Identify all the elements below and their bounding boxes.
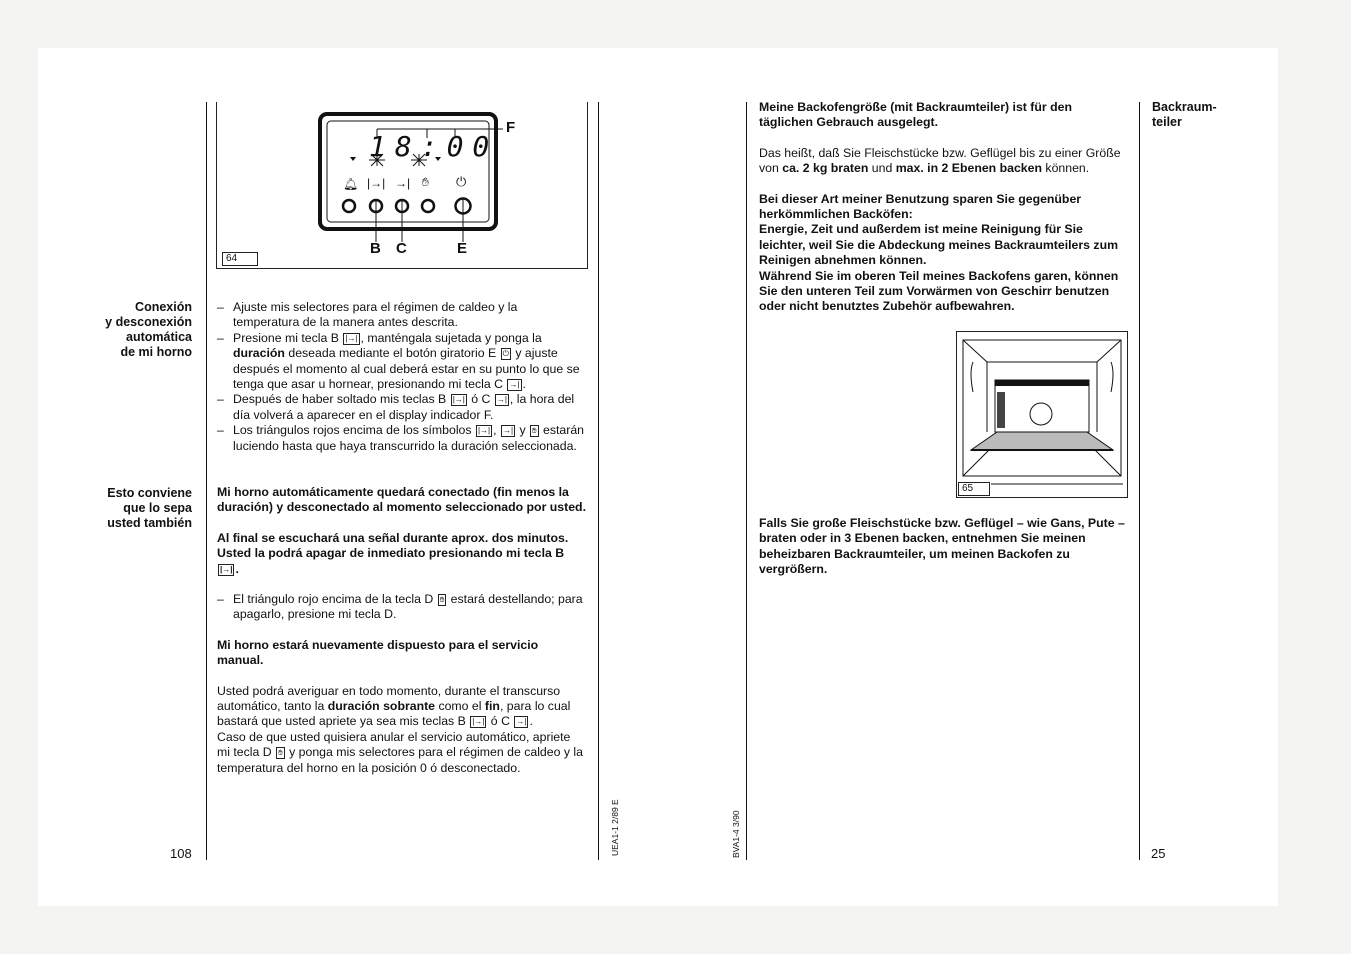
list-item: – Después de haber soltado mis teclas B |→| ó C →| , la hora del día volverá a aparecer en el display indicador F. (217, 392, 586, 423)
power-icon: ⏻ (456, 174, 467, 189)
right-left-rule (746, 102, 747, 860)
left-margin-rule (206, 102, 207, 860)
duration-icon: |→| (367, 176, 386, 190)
figure-65-frame (956, 331, 1128, 498)
paragraph: Energie, Zeit und außerdem ist meine Reinigung für Sie leichter, weil Sie die Abdeckung meines Backraumteilers zum Reinigen abnehmen können. (759, 222, 1119, 268)
left-right-rule (598, 102, 599, 860)
hand-icon: ✋︎ (422, 175, 429, 189)
figure-number-64: 64 (222, 252, 258, 266)
paragraph: Caso de que usted quisiera anular el servicio automático, apriete mi tecla D ✋︎ y ponga mis selectores para el régimen de caldeo y la temperatura del horno en la posición 0 ó desconectado. (217, 729, 583, 775)
section-heading-backraumteiler: Backraum- teiler (1152, 100, 1217, 129)
paragraph: Mi horno estará nuevamente dispuesto para el servicio manual. (217, 637, 539, 668)
display-digits: 18:00 (369, 130, 499, 163)
figure-label-B: B (370, 240, 381, 257)
figure-label-F: F (506, 119, 516, 136)
paragraph: Bei dieser Art meiner Benutzung sparen Sie gegenüber herkömmlichen Backöfen: (759, 191, 1082, 222)
figure-label-E: E (457, 240, 468, 257)
paragraph: Meine Backofengröße (mit Backraumteiler) ist für den täglichen Gebrauch ausgelegt. (759, 100, 1072, 130)
doc-code-right: BVA1-4 3/90 (731, 810, 741, 858)
power-key-icon: ⏻ (502, 349, 509, 359)
page-number-right: 25 (1151, 846, 1166, 861)
section1-body (217, 300, 586, 454)
right-margin-rule (1139, 102, 1140, 860)
paragraph: Usted podrá averiguar en todo momento, durante el transcurso automático, tanto la duración sobrante como el fin, para lo cual bastará que usted apriete ya sea mis teclas B |→| ó C →| . (217, 683, 571, 729)
list-item: – Presione mi tecla B |→| , manténgala sujetada y ponga la duración deseada mediante el botón giratorio E ⏻ y ajuste después el momento al cual deberá estar en su punto lo que se tenga que asar u hornear, presionando mi tecla C →| . (217, 331, 586, 393)
end-time-icon: →| (395, 176, 411, 190)
end-key-icon: →| (509, 380, 520, 390)
duration-key-icon: |→| (220, 564, 233, 574)
section-heading-esto-conviene: Esto conviene que lo sepa usted también (107, 486, 192, 530)
doc-code-left: UEA1-1 2/89 E (610, 799, 620, 856)
duration-key-icon: |→| (452, 395, 465, 405)
right-body-bottom: Falls Sie große Fleischstücke bzw. Geflügel – wie Gans, Pute – braten oder in 3 Ebenen backen, entnehmen Sie meinen beheizbaren Backraumteiler, um meinen Backofen zu vergrößern. (759, 516, 1125, 577)
end-key-icon: →| (502, 426, 514, 436)
list-item: – El triángulo rojo encima de la tecla D ✋︎ estará destellando; para apagarlo, presione mi tecla D. (217, 592, 586, 623)
hand-key-icon: ✋︎ (439, 595, 445, 605)
bell-icon: 🔔︎ (343, 177, 359, 191)
duration-key-icon: |→| (477, 426, 491, 436)
duration-key-icon: |→| (472, 717, 485, 727)
paragraph: Mi horno automáticamente quedará conectado (fin menos la duración) y desconectado al momento seleccionado por usted. (217, 485, 586, 515)
right-body-top (759, 100, 1127, 315)
section2-body (217, 485, 586, 776)
list-item: – Los triángulos rojos encima de los símbolos |→| , →| y ✋︎ estarán luciendo hasta que haya transcurrido la duración seleccionada. (217, 423, 586, 454)
end-key-icon: →| (516, 717, 527, 727)
end-key-icon: →| (496, 395, 507, 405)
figure-number-65: 65 (958, 482, 990, 496)
hand-key-icon: ✋︎ (532, 426, 537, 436)
hand-key-icon: ✋︎ (278, 748, 283, 758)
section-heading-conexion: Conexión y desconexión automática de mi horno (105, 300, 192, 359)
paragraph: Das heißt, daß Sie Fleischstücke bzw. Geflügel bis zu einer Größe von ca. 2 kg braten und max. in 2 Ebenen backen können. (759, 145, 1121, 176)
paragraph: Al final se escuchará una señal durante aprox. dos minutos. Usted la podrá apagar de inmediato presionando mi tecla B |→| . (217, 530, 569, 576)
oven-interior-illustration (957, 332, 1127, 497)
list-item: – Ajuste mis selectores para el régimen de caldeo y la temperatura de la manera antes descrita. (217, 300, 586, 331)
page-number-left: 108 (170, 846, 192, 861)
figure-label-C: C (396, 240, 407, 257)
duration-key-icon: |→| (345, 333, 358, 343)
paragraph: Während Sie im oberen Teil meines Backofens garen, können Sie den unteren Teil zum Vorwärmen von Geschirr benutzen oder nicht benutztes Zubehör aufbewahren. (759, 268, 1119, 314)
